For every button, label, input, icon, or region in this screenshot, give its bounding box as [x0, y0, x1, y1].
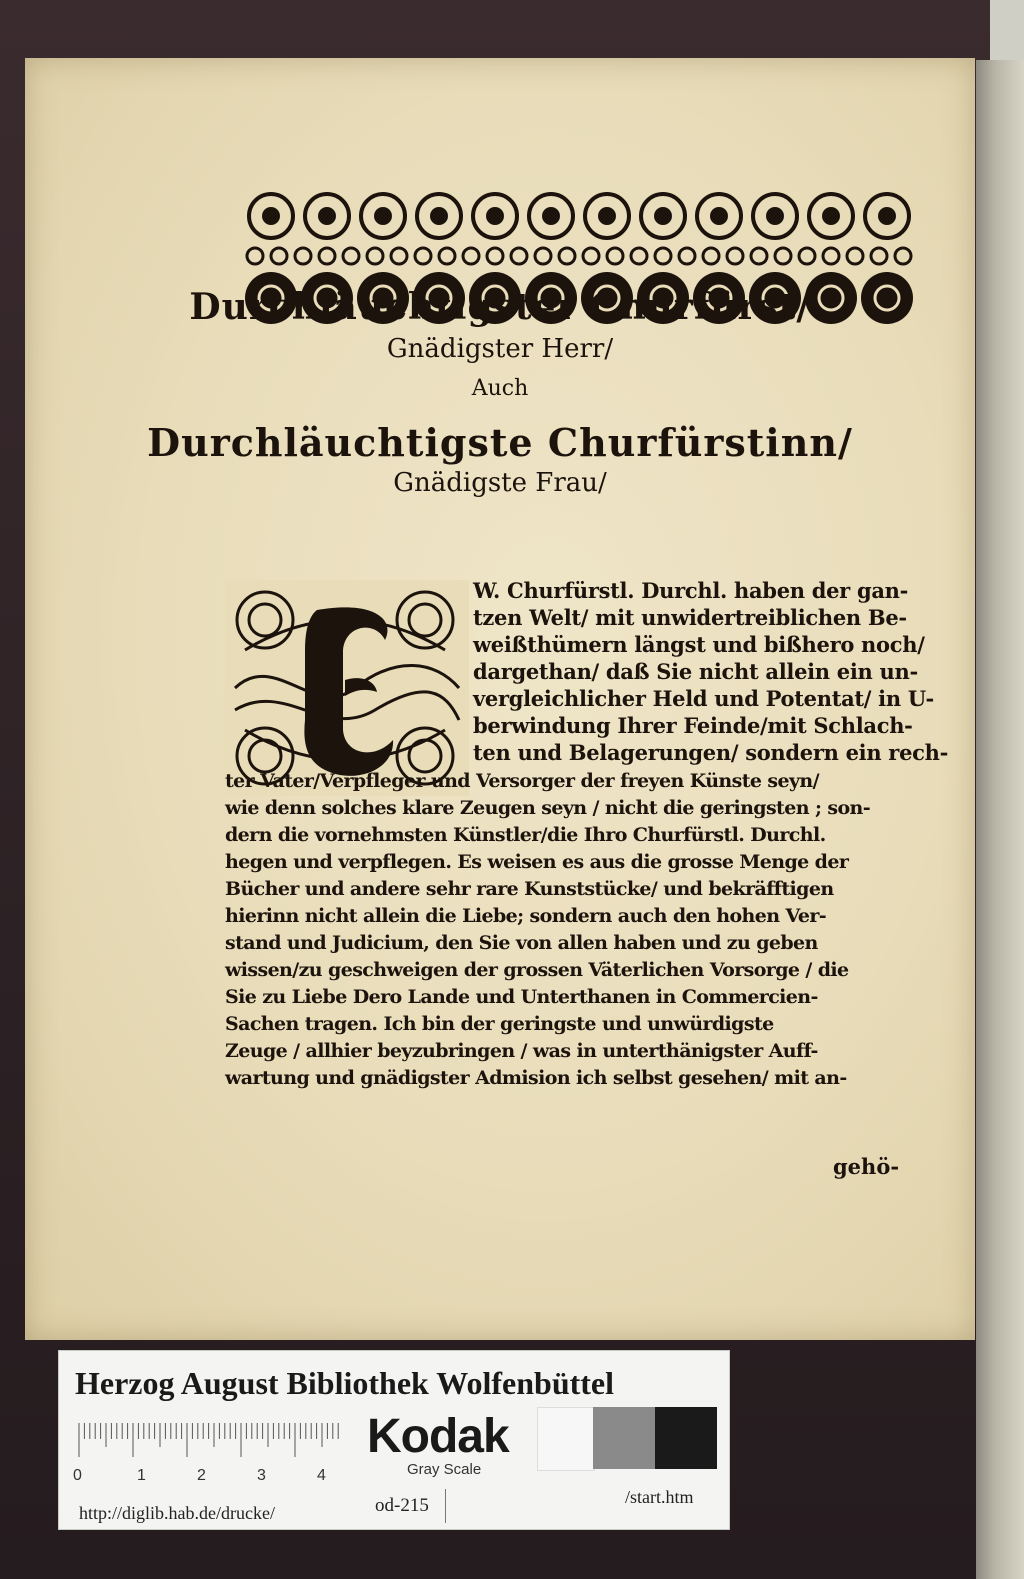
- rosette-center: [710, 207, 728, 225]
- small-ring: [847, 248, 863, 264]
- scanner-edge: [990, 0, 1024, 60]
- small-ring: [607, 248, 623, 264]
- small-ring: [775, 248, 791, 264]
- heading-line-5: Gnädigste Frau/: [393, 468, 607, 498]
- small-ring: [343, 248, 359, 264]
- small-ring: [319, 248, 335, 264]
- library-name: Herzog August Bibliothek Wolfenbüttel: [75, 1365, 615, 1401]
- body-line: weißthümern längst und bißhero noch/: [473, 632, 925, 657]
- small-ring: [799, 248, 815, 264]
- small-ring: [295, 248, 311, 264]
- rosette-center: [542, 207, 560, 225]
- gray-scale-label: Gray Scale: [407, 1461, 482, 1478]
- rosette-center: [598, 207, 616, 225]
- rosette-center: [430, 207, 448, 225]
- catchword: gehö-: [833, 1154, 900, 1179]
- rosette-center: [318, 207, 336, 225]
- heading-line-2: Gnädigster Herr/: [386, 334, 614, 364]
- small-ring: [247, 248, 263, 264]
- small-ring: [535, 248, 551, 264]
- rosette-center: [654, 207, 672, 225]
- rosette-center: [262, 207, 280, 225]
- small-ring: [823, 248, 839, 264]
- small-ring: [871, 248, 887, 264]
- body-line: stand und Judicium, den Sie von allen haben und zu geben: [225, 932, 818, 954]
- swatch-gray: [593, 1407, 655, 1469]
- heading-line-4: Durchläuchtigste Churfürstinn/: [147, 420, 853, 465]
- body-line: hierinn nicht allein die Liebe; sondern auch den hohen Ver-: [225, 905, 827, 927]
- kodak-logo: Kodak: [367, 1410, 509, 1463]
- rosette-center: [766, 207, 784, 225]
- small-ring: [631, 248, 647, 264]
- start-link: /start.htm: [625, 1487, 694, 1507]
- body-line: vergleichlicher Held und Potentat/ in U-: [473, 686, 934, 711]
- body-line: ter Vater/Verpfleger und Versorger der freyen Künste seyn/: [225, 770, 819, 792]
- small-ring: [415, 248, 431, 264]
- small-ring: [487, 248, 503, 264]
- body-line: wie denn solches klare Zeugen seyn / nicht die geringsten ; son-: [225, 797, 871, 819]
- ruler-number: 3: [257, 1467, 266, 1484]
- library-color-target: [58, 1350, 730, 1530]
- small-ring: [655, 248, 671, 264]
- small-ring: [583, 248, 599, 264]
- body-line: Sie zu Liebe Dero Lande und Unterthanen in Commercien-: [225, 986, 818, 1008]
- shelf-code: od-215: [375, 1495, 429, 1516]
- small-ring: [511, 248, 527, 264]
- body-line: ten und Belagerungen/ sondern ein rech-: [473, 740, 949, 765]
- ruler-number: 4: [317, 1467, 326, 1484]
- divider: [445, 1489, 446, 1523]
- small-ring: [751, 248, 767, 264]
- small-ring: [703, 248, 719, 264]
- small-ring: [367, 248, 383, 264]
- ruler-number: 2: [197, 1467, 206, 1484]
- body-line: Bücher und andere sehr rare Kunststücke/ und bekräfftigen: [225, 878, 834, 900]
- heading-line-3: Auch: [471, 376, 529, 401]
- small-ring: [391, 248, 407, 264]
- body-line: wartung und gnädigster Admision ich selbst gesehen/ mit an-: [225, 1067, 847, 1089]
- book-page: [25, 58, 975, 1340]
- swatch-black: [655, 1407, 717, 1469]
- swatch-white: [537, 1407, 595, 1471]
- rosette-center: [822, 207, 840, 225]
- body-line: Sachen tragen. Ich bin der geringste und unwürdigste: [225, 1013, 774, 1035]
- small-ring: [463, 248, 479, 264]
- rosette-center: [878, 207, 896, 225]
- ruler-numbers: [73, 1467, 353, 1489]
- small-ring: [727, 248, 743, 264]
- body-line: berwindung Ihrer Feinde/mit Schlach-: [473, 713, 913, 738]
- body-line: tzen Welt/ mit unwidertreiblichen Be-: [473, 605, 907, 630]
- body-line: dern die vornehmsten Künstler/die Ihro Churfürstl. Durchl.: [225, 824, 826, 846]
- small-ring: [895, 248, 911, 264]
- rosette-center: [374, 207, 392, 225]
- body-line: W. Churfürstl. Durchl. haben der gan-: [473, 578, 909, 603]
- ruler-number: 1: [137, 1467, 146, 1484]
- small-ring: [559, 248, 575, 264]
- ruler-scale: [77, 1423, 347, 1457]
- heading-line-1: Durchläuchtigster Churfürst/: [189, 286, 811, 328]
- library-url: http://diglib.hab.de/drucke/: [79, 1503, 275, 1523]
- body-line: Zeuge / allhier beyzubringen / was in unterthänigster Auff-: [225, 1040, 818, 1062]
- ruler-number: 0: [73, 1467, 82, 1484]
- small-ring: [271, 248, 287, 264]
- small-ring: [439, 248, 455, 264]
- body-line: wissen/zu geschweigen der grossen Väterlichen Vorsorge / die: [225, 959, 849, 981]
- body-line: dargethan/ daß Sie nicht allein ein un-: [473, 659, 918, 684]
- small-ring: [679, 248, 695, 264]
- rosette-center: [486, 207, 504, 225]
- decorated-initial-e: [225, 580, 469, 796]
- body-line: hegen und verpflegen. Es weisen es aus die grosse Menge der: [225, 851, 849, 873]
- facing-page-edge: [976, 60, 1024, 1579]
